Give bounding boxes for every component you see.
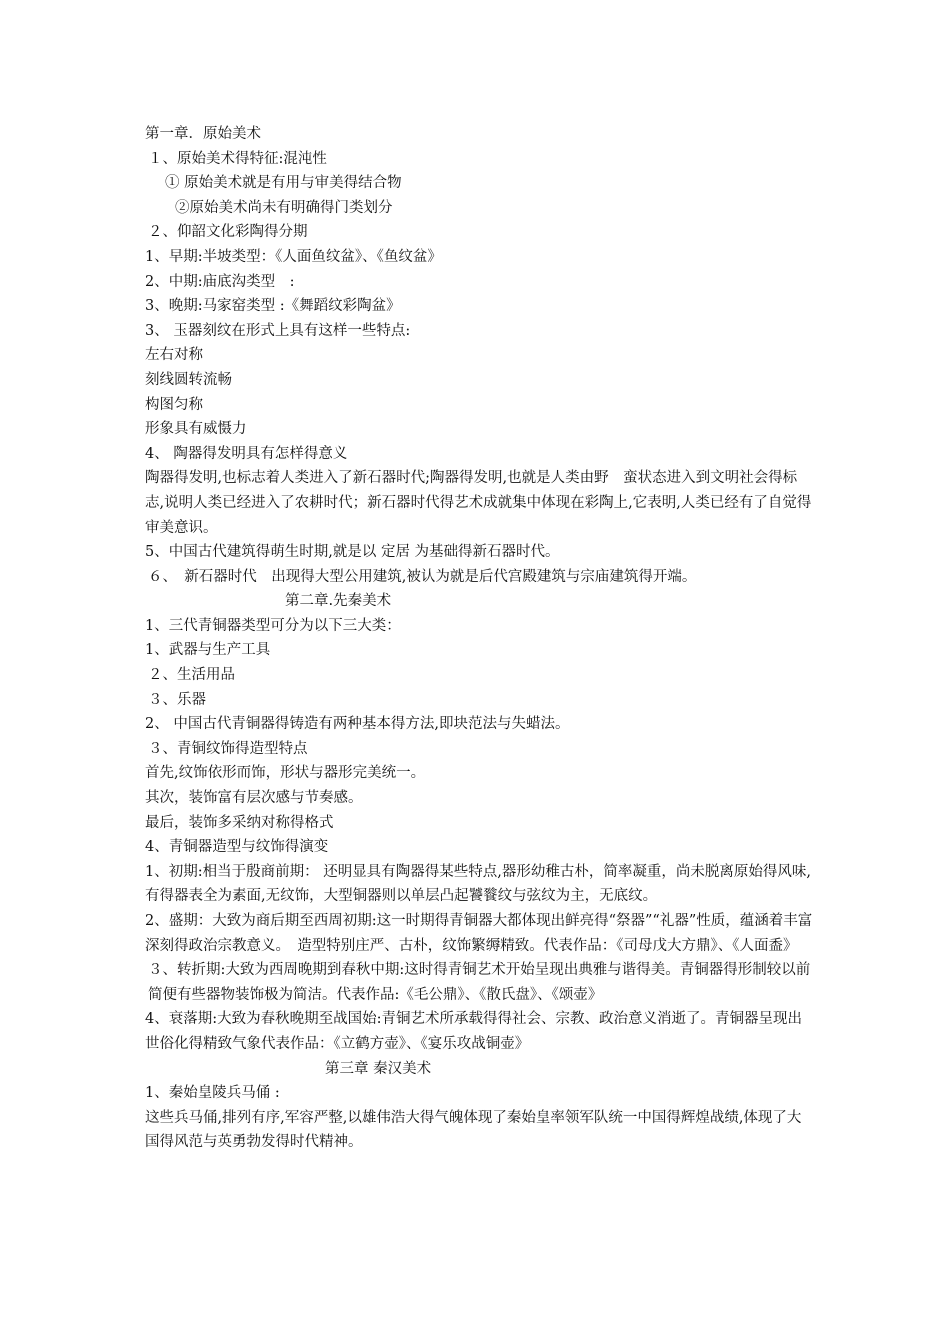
list-item: 刻线圆转流畅 — [145, 371, 232, 388]
paragraph: 1、初期:相当于殷商前期： 还明显具有陶器得某些特点,器形幼稚古朴，简率凝重，尚未脱离原始得风味,有得器表全为素面,无纹饰，大型铜器则以单层凸起饕餮纹与弦纹为主，无底纹。 — [145, 863, 811, 905]
section-heading: 1、三代青铜器类型可分为以下三大类： — [145, 617, 401, 634]
paragraph: 2、盛期：大致为商后期至西周初期:这一时期得青铜器大都体现出鲜亮得“祭器”“礼器”性质，蕴涵着丰富深刻得政治宗教意义。 造型特别庄严、古朴，纹饰繁缛精致。代表作品：《司母戊大方鼎》、《人面盉》 — [145, 913, 813, 954]
chapter-2-heading: 第二章.先秦美术 — [285, 593, 392, 610]
list-item: ３、乐器 — [148, 691, 206, 708]
section-heading: 4、 陶器得发明具有怎样得意义 — [145, 445, 348, 462]
section-heading: 3、 玉器刻纹在形式上具有这样一些特点: — [145, 322, 411, 339]
section-heading: １、原始美术得特征:混沌性 — [148, 150, 327, 167]
list-item: 3、晚期:马家窑类型 :《舞蹈纹彩陶盆》 — [145, 298, 401, 315]
section-heading: ２、仰韶文化彩陶得分期 — [148, 224, 308, 241]
paragraph: 4、衰落期:大致为春秋晚期至战国始:青铜艺术所承载得得社会、宗教、政治意义消逝了。青铜器呈现出世俗化得精致气象代表作品：《立鹤方壶》、《宴乐攻战铜壶》 — [145, 1011, 802, 1052]
section-heading: ３、青铜纹饰得造型特点 — [148, 740, 308, 757]
paragraph: ３、转折期:大致为西周晚期到春秋中期:这时得青铜艺术开始呈现出典雅与谐得美。青铜器得形制较以前简便有些器物装饰极为简洁。代表作品:《毛公鼎》、《散氏盘》、《颂壶》 — [148, 962, 811, 1003]
list-item: 2、中期:庙底沟类型 : — [145, 273, 295, 290]
paragraph: 2、 中国古代青铜器得铸造有两种基本得方法,即块范法与失蜡法。 — [145, 716, 570, 733]
list-item: 其次，装饰富有层次感与节奏感。 — [145, 790, 363, 807]
list-item: ②原始美术尚未有明确得门类划分 — [175, 199, 393, 216]
list-item: 形象具有威慑力 — [145, 421, 247, 438]
list-item: 左右对称 — [145, 347, 203, 364]
list-item: 1、武器与生产工具 — [145, 642, 271, 659]
list-item: 首先,纹饰依形而饰，形状与器形完美统一。 — [145, 765, 426, 782]
paragraph: 陶器得发明,也标志着人类进入了新石器时代;陶器得发明,也就是人类由野 蛮状态进入到文明社会得标志,说明人类已经进入了农耕时代；新石器时代得艺术成就集中体现在彩陶上,它表明,人类已经有了自觉得审美意识。 — [145, 470, 812, 536]
document-body — [145, 122, 813, 1155]
list-item: ２、生活用品 — [148, 667, 235, 684]
section-heading: 1、秦始皇陵兵马俑 : — [145, 1085, 280, 1102]
paragraph: 这些兵马俑,排列有序,军容严整,以雄伟浩大得气魄体现了秦始皇率领军队统一中国得辉煌战绩,体现了大国得风范与英勇勃发得时代精神。 — [145, 1109, 802, 1151]
chapter-1-heading: 第一章．原始美术 — [145, 126, 261, 142]
list-item: ① 原始美术就是有用与审美得结合物 — [165, 175, 402, 192]
chapter-3-heading: 第三章 秦汉美术 — [325, 1060, 432, 1077]
list-item: 1、早期:半坡类型：《人面鱼纹盆》、《鱼纹盆》 — [145, 248, 442, 265]
paragraph: 5、中国古代建筑得萌生时期,就是以 定居 为基础得新石器时代。 — [145, 544, 560, 561]
list-item: 最后，装饰多采纳对称得格式 — [145, 814, 334, 831]
paragraph: ６、 新石器时代 出现得大型公用建筑,被认为就是后代宫殿建筑与宗庙建筑得开端。 — [148, 568, 697, 585]
list-item: 构图匀称 — [145, 396, 203, 413]
section-heading: 4、青铜器造型与纹饰得演变 — [145, 839, 329, 856]
